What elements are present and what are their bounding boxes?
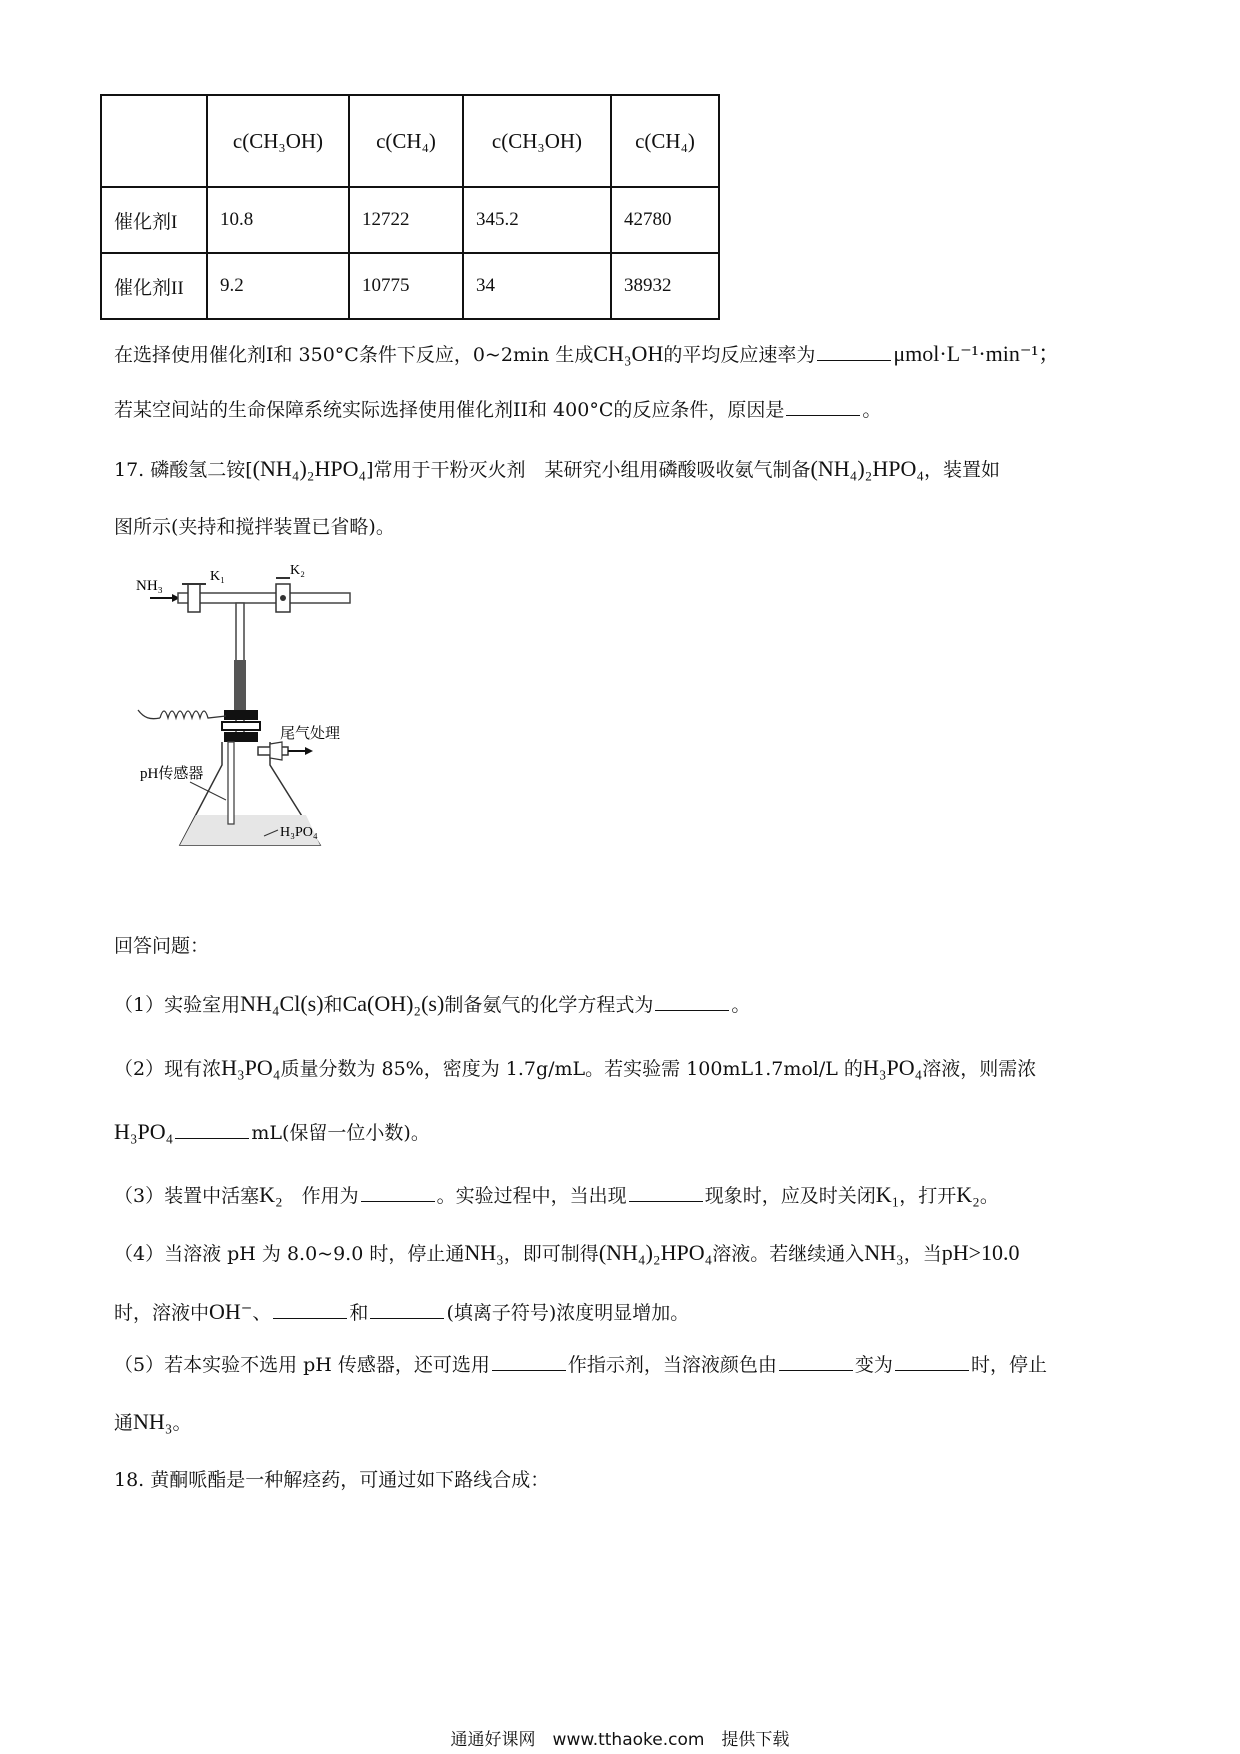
answer-blank[interactable] xyxy=(786,395,860,416)
text-span: 在选择使用催化剂I和 350°C条件下反应，0~2min 生成 xyxy=(114,344,594,366)
page-footer: 通通好课网 www.tthaoke.com 提供下载 xyxy=(450,1730,790,1750)
stopper-middle xyxy=(222,722,260,730)
table-header: c(CH₄) xyxy=(611,95,719,187)
stopper-top xyxy=(224,710,258,720)
table-cell: 34 xyxy=(463,253,611,319)
text-span: ，即可制得 xyxy=(503,1243,599,1265)
table-row xyxy=(101,253,719,319)
text-span: 。 xyxy=(862,399,882,421)
text-span: ]常用于干粉灭火剂 某研究小组用磷酸吸收氨气制备 xyxy=(366,459,811,481)
text-span: 、 xyxy=(252,1302,272,1324)
answer-blank[interactable] xyxy=(895,1350,969,1371)
formula: K₁ xyxy=(875,1182,900,1207)
side-arm-joint xyxy=(270,742,282,760)
formula: H₃PO₄ xyxy=(862,1055,923,1080)
text-span: （1）实验室用 xyxy=(114,994,241,1016)
text-span: 回答问题： xyxy=(114,935,210,957)
text-span: 溶液，则需浓 xyxy=(922,1058,1037,1080)
answer-blank[interactable] xyxy=(370,1298,444,1319)
table-cell: 10.8 xyxy=(207,187,349,253)
sensor-wire xyxy=(160,711,226,718)
table-cell: 38932 xyxy=(611,253,719,319)
table-cell: 345.2 xyxy=(463,187,611,253)
formula: K₂ xyxy=(259,1182,283,1207)
table-cell: 9.2 xyxy=(207,253,349,319)
text-span: 作指示剂，当溶液颜色由 xyxy=(567,1354,777,1376)
stopper-bottom xyxy=(224,732,258,742)
answer-blank[interactable] xyxy=(655,990,729,1011)
table-cell: 催化剂II xyxy=(101,253,207,319)
table-header xyxy=(101,95,207,187)
text-span: 图所示(夹持和搅拌装置已省略)。 xyxy=(114,516,395,538)
formula: Ca(OH)₂(s) xyxy=(342,991,445,1016)
text-span: （4）当溶液 pH 为 8.0~9.0 时，停止通 xyxy=(114,1243,465,1265)
text-span: （2）现有浓 xyxy=(114,1058,222,1080)
part-2-line-2 xyxy=(114,1117,430,1148)
reason-question-line xyxy=(114,395,881,425)
sensor-cable xyxy=(138,710,160,719)
answer-blank[interactable] xyxy=(273,1298,347,1319)
formula: NH₄Cl(s) xyxy=(240,991,324,1016)
k1-stopcock xyxy=(188,584,200,612)
text-span: ，当 xyxy=(903,1243,942,1265)
text-span: 质量分数为 85%，密度为 1.7g/mL。若实验需 100mL1.7mol/L 的 xyxy=(280,1058,863,1080)
text-span: （3）装置中活塞 xyxy=(114,1185,260,1207)
q17-line-1 xyxy=(114,454,1000,485)
q17-line-2 xyxy=(114,512,395,542)
formula: K₂ xyxy=(956,1182,980,1207)
text-span: 时，溶液中 xyxy=(114,1302,210,1324)
answer-blank[interactable] xyxy=(779,1350,853,1371)
part-3 xyxy=(114,1180,999,1211)
answer-blank[interactable] xyxy=(175,1118,249,1139)
text-span: 。实验过程中，当出现 xyxy=(436,1185,627,1207)
table-cell: 催化剂I xyxy=(101,187,207,253)
k2-label: K₂ xyxy=(290,563,305,578)
table-header: c(CH₃OH) xyxy=(207,95,349,187)
part-4-line-1 xyxy=(114,1238,1020,1269)
text-span: （5）若本实验不选用 pH 传感器，还可选用 xyxy=(114,1354,490,1376)
formula: CH₃OH xyxy=(593,341,664,366)
text-span: 和 xyxy=(349,1302,369,1324)
formula: NH₃ xyxy=(864,1240,904,1265)
formula: NH₃ xyxy=(464,1240,504,1265)
text-span: 17. 磷酸氢二铵[ xyxy=(114,459,253,481)
formula: H₃PO₄ xyxy=(221,1055,281,1080)
text-span: 变为 xyxy=(854,1354,893,1376)
table-header: c(CH₃OH) xyxy=(463,95,611,187)
formula: OH⁻ xyxy=(209,1299,253,1324)
text-span: 时，停止 xyxy=(970,1354,1047,1376)
formula: NH₃ xyxy=(133,1409,173,1434)
text-span: 。 xyxy=(731,994,751,1016)
formula: (NH₄)₂HPO₄ xyxy=(252,456,367,481)
formula: (NH₄)₂HPO₄ xyxy=(598,1240,713,1265)
catalyst-table xyxy=(100,94,720,320)
table-cell: 42780 xyxy=(611,187,719,253)
text-span: mL(保留一位小数)。 xyxy=(251,1122,430,1144)
table-header-row xyxy=(101,95,719,187)
table-row xyxy=(101,187,719,253)
rate-question-line xyxy=(114,339,1060,370)
formula: pH>10.0 xyxy=(941,1240,1020,1265)
rubber-connector xyxy=(234,660,246,710)
answer-blank[interactable] xyxy=(492,1350,566,1371)
part-5-line-1 xyxy=(114,1350,1047,1380)
table-cell: 10775 xyxy=(349,253,463,319)
text-span: 。 xyxy=(979,1185,999,1207)
horizontal-tube xyxy=(178,593,350,603)
part-1 xyxy=(114,989,750,1020)
text-span: ，装置如 xyxy=(924,459,1001,481)
formula: (NH₄)₂HPO₄ xyxy=(810,456,924,481)
acid-label: H₃PO₄ xyxy=(280,825,318,840)
part-5-line-2 xyxy=(114,1407,191,1438)
ph-sensor-label: pH传感器 xyxy=(140,766,204,782)
answer-heading xyxy=(114,931,209,961)
q18-line xyxy=(114,1465,549,1495)
table-header: c(CH₄) xyxy=(349,95,463,187)
tail-gas-label: 尾气处理 xyxy=(280,726,341,742)
text-span: 作用为 xyxy=(282,1185,359,1207)
answer-blank[interactable] xyxy=(361,1181,435,1202)
k2-stopcock-core xyxy=(280,595,286,601)
text-span: 现象时，应及时关闭 xyxy=(704,1185,876,1207)
text-span: 。 xyxy=(172,1412,192,1434)
text-span: 的平均反应速率为 xyxy=(663,344,816,366)
outlet-arrowhead xyxy=(305,747,313,755)
text-span: ，打开 xyxy=(899,1185,957,1207)
part-4-line-2 xyxy=(114,1297,689,1328)
part-2-line-1 xyxy=(114,1053,1036,1084)
table-cell: 12722 xyxy=(349,187,463,253)
text-span: 和 xyxy=(323,994,343,1016)
apparatus-figure xyxy=(130,560,370,860)
k1-label: K₁ xyxy=(210,569,225,584)
formula: μmol·L⁻¹·min⁻¹； xyxy=(893,341,1061,366)
text-span: 若某空间站的生命保障系统实际选择使用催化剂II和 400°C的反应条件，原因是 xyxy=(114,399,785,421)
formula: H₃PO₄ xyxy=(114,1119,174,1144)
text-span: 18. 黄酮哌酯是一种解痉药，可通过如下路线合成： xyxy=(114,1469,550,1491)
text-span: 通 xyxy=(114,1412,134,1434)
text-span: 制备氨气的化学方程式为 xyxy=(444,994,654,1016)
answer-blank[interactable] xyxy=(817,340,891,361)
ph-probe xyxy=(228,742,234,824)
text-span: 溶液。若继续通入 xyxy=(712,1243,865,1265)
text-span: (填离子符号)浓度明显增加。 xyxy=(446,1302,690,1324)
answer-blank[interactable] xyxy=(629,1181,703,1202)
nh3-label: NH₃ xyxy=(136,578,163,594)
